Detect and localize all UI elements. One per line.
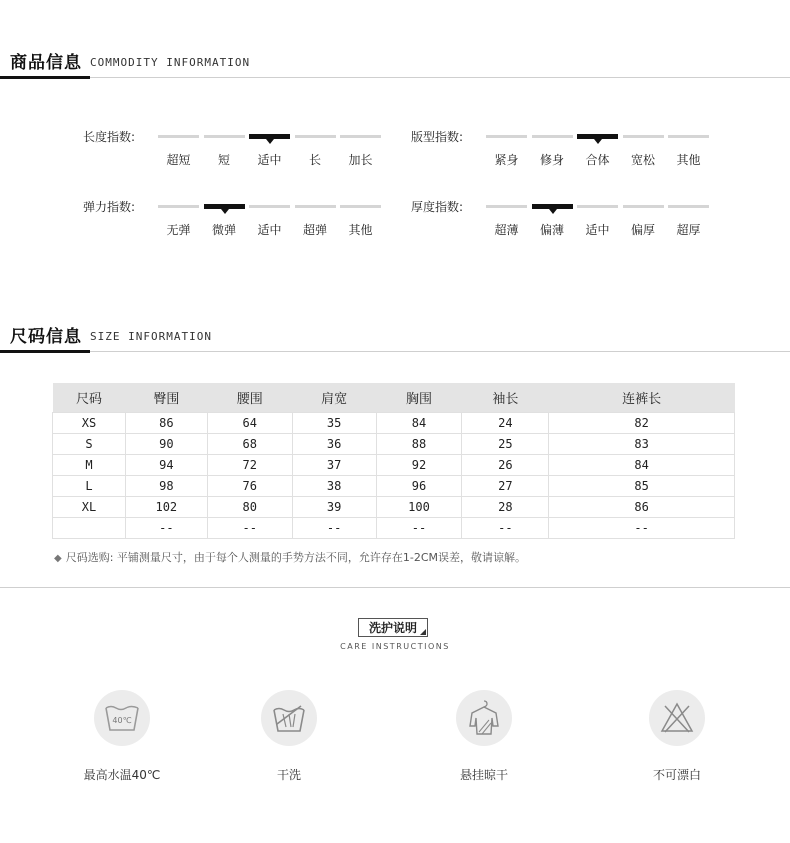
table-cell: 36 — [292, 434, 376, 455]
table-cell: 39 — [292, 497, 376, 518]
care-item-no-bleach — [612, 690, 742, 783]
scale-option: 超厚 — [676, 223, 701, 237]
table-cell: 82 — [549, 413, 735, 434]
size-header-cell: 胸围 — [376, 383, 462, 413]
table-cell: 35 — [292, 413, 376, 434]
scale-option: 长 — [308, 153, 321, 167]
scale-option: 紧身 — [494, 153, 519, 167]
care-divider — [0, 587, 790, 588]
table-cell: XS — [53, 413, 126, 434]
table-row — [53, 518, 735, 539]
table-cell: 25 — [462, 434, 549, 455]
size-header-cell: 尺码 — [53, 383, 126, 413]
scale-segment — [158, 205, 199, 208]
care-item-dry-clean — [224, 690, 354, 783]
size-title-cn: 尺码信息 — [10, 327, 82, 347]
scale-option: 超薄 — [494, 223, 519, 237]
table-cell: -- — [292, 518, 376, 539]
table-cell: -- — [549, 518, 735, 539]
scale-option: 适中 — [257, 153, 282, 167]
size-note-text: 尺码选购: 平铺测量尺寸，由于每个人测量的手势方法不同，允许存在1-2CM误差，敬请谅解。 — [65, 551, 527, 564]
scale-label: 长度指数: — [83, 130, 136, 144]
table-row — [53, 413, 735, 434]
commodity-divider — [0, 77, 790, 78]
care-caption-no-bleach: 不可漂白 — [652, 768, 701, 782]
diamond-icon: ◆ — [54, 553, 62, 564]
scale-segment — [340, 205, 381, 208]
table-cell: 90 — [125, 434, 207, 455]
scale-label: 版型指数: — [411, 130, 464, 144]
no-bleach-icon — [649, 690, 705, 746]
scale-option: 适中 — [257, 223, 282, 237]
scale-option: 超短 — [166, 153, 191, 167]
corner-triangle-icon — [420, 629, 426, 635]
table-cell: 80 — [207, 497, 292, 518]
dry-clean-icon — [261, 690, 317, 746]
commodity-title-en: COMMODITY INFORMATION — [90, 56, 251, 69]
size-underline — [0, 350, 90, 353]
table-cell: 84 — [549, 455, 735, 476]
scale-segment — [486, 135, 527, 138]
scale-option: 微弹 — [211, 223, 236, 237]
size-header-cell: 腰围 — [207, 383, 292, 413]
scale-segment — [249, 205, 290, 208]
table-cell: 84 — [376, 413, 462, 434]
table-row — [53, 497, 735, 518]
scale-segment — [295, 205, 336, 208]
size-divider — [0, 351, 790, 352]
table-cell: 37 — [292, 455, 376, 476]
care-title-box — [358, 618, 428, 637]
scale-option: 其他 — [676, 153, 701, 167]
scale-segment — [668, 135, 709, 138]
scale-segment — [486, 205, 527, 208]
scale-segment-selected — [249, 134, 290, 139]
table-cell: 102 — [125, 497, 207, 518]
scale-segment-selected — [204, 204, 245, 209]
care-title-cn: 洗护说明 — [368, 621, 417, 635]
scale-option: 偏厚 — [630, 223, 655, 237]
size-table-header-row — [53, 383, 735, 413]
table-cell: 24 — [462, 413, 549, 434]
table-cell: 27 — [462, 476, 549, 497]
scale-option: 无弹 — [166, 223, 191, 237]
scale-segment — [204, 135, 245, 138]
table-cell: 86 — [125, 413, 207, 434]
scale-option: 适中 — [585, 223, 610, 237]
table-cell: 72 — [207, 455, 292, 476]
table-row — [53, 455, 735, 476]
table-cell: 92 — [376, 455, 462, 476]
table-row — [53, 476, 735, 497]
table-cell: 94 — [125, 455, 207, 476]
scale-segment-selected — [577, 134, 618, 139]
scale-segment — [158, 135, 199, 138]
table-cell: 88 — [376, 434, 462, 455]
scale-label: 弹力指数: — [83, 200, 136, 214]
size-header-cell: 连裤长 — [549, 383, 735, 413]
scale-option: 修身 — [539, 153, 564, 167]
table-cell: 28 — [462, 497, 549, 518]
commodity-title-cn: 商品信息 — [10, 53, 82, 73]
scale-segment — [623, 205, 664, 208]
care-title-en: CARE INSTRUCTIONS — [340, 642, 450, 651]
scale-option: 合体 — [585, 153, 610, 167]
scale-segment — [577, 205, 618, 208]
scale-option: 偏薄 — [539, 223, 564, 237]
hang-dry-icon — [456, 690, 512, 746]
care-caption-wash: 最高水温40℃ — [83, 768, 161, 782]
scale-option: 加长 — [348, 153, 373, 167]
table-cell: 96 — [376, 476, 462, 497]
table-row — [53, 434, 735, 455]
size-title-en: SIZE INFORMATION — [90, 330, 212, 343]
scale-segment — [668, 205, 709, 208]
table-cell: 26 — [462, 455, 549, 476]
table-cell: 85 — [549, 476, 735, 497]
scale-segment — [295, 135, 336, 138]
scale-segment — [340, 135, 381, 138]
scale-segment — [623, 135, 664, 138]
table-cell: S — [53, 434, 126, 455]
scale-option: 其他 — [348, 223, 373, 237]
size-header-cell: 肩宽 — [292, 383, 376, 413]
table-cell: 86 — [549, 497, 735, 518]
scale-option: 宽松 — [630, 153, 655, 167]
table-cell — [53, 518, 126, 539]
scale-segment-selected — [532, 204, 573, 209]
table-cell: 100 — [376, 497, 462, 518]
table-cell: -- — [376, 518, 462, 539]
table-cell: M — [53, 455, 126, 476]
care-caption-hang-dry: 悬挂晾干 — [459, 768, 508, 782]
care-item-wash — [57, 690, 187, 783]
table-cell: XL — [53, 497, 126, 518]
table-cell: 76 — [207, 476, 292, 497]
table-cell: 68 — [207, 434, 292, 455]
table-cell: 98 — [125, 476, 207, 497]
table-cell: -- — [462, 518, 549, 539]
size-header-cell: 臀围 — [125, 383, 207, 413]
table-cell: 38 — [292, 476, 376, 497]
table-cell: -- — [207, 518, 292, 539]
wash-40-icon — [94, 690, 150, 746]
scale-option: 超弹 — [302, 223, 327, 237]
table-cell: L — [53, 476, 126, 497]
size-note — [54, 549, 526, 565]
table-cell: 64 — [207, 413, 292, 434]
care-caption-dry-clean: 干洗 — [276, 768, 301, 782]
care-item-hang-dry — [419, 690, 549, 783]
size-table — [52, 383, 735, 539]
table-cell: 83 — [549, 434, 735, 455]
scale-option: 短 — [217, 153, 230, 167]
wash-temp-text: 40℃ — [112, 716, 132, 725]
size-header-cell: 袖长 — [462, 383, 549, 413]
commodity-underline — [0, 76, 90, 79]
table-cell: -- — [125, 518, 207, 539]
scale-label: 厚度指数: — [411, 200, 464, 214]
scale-segment — [532, 135, 573, 138]
